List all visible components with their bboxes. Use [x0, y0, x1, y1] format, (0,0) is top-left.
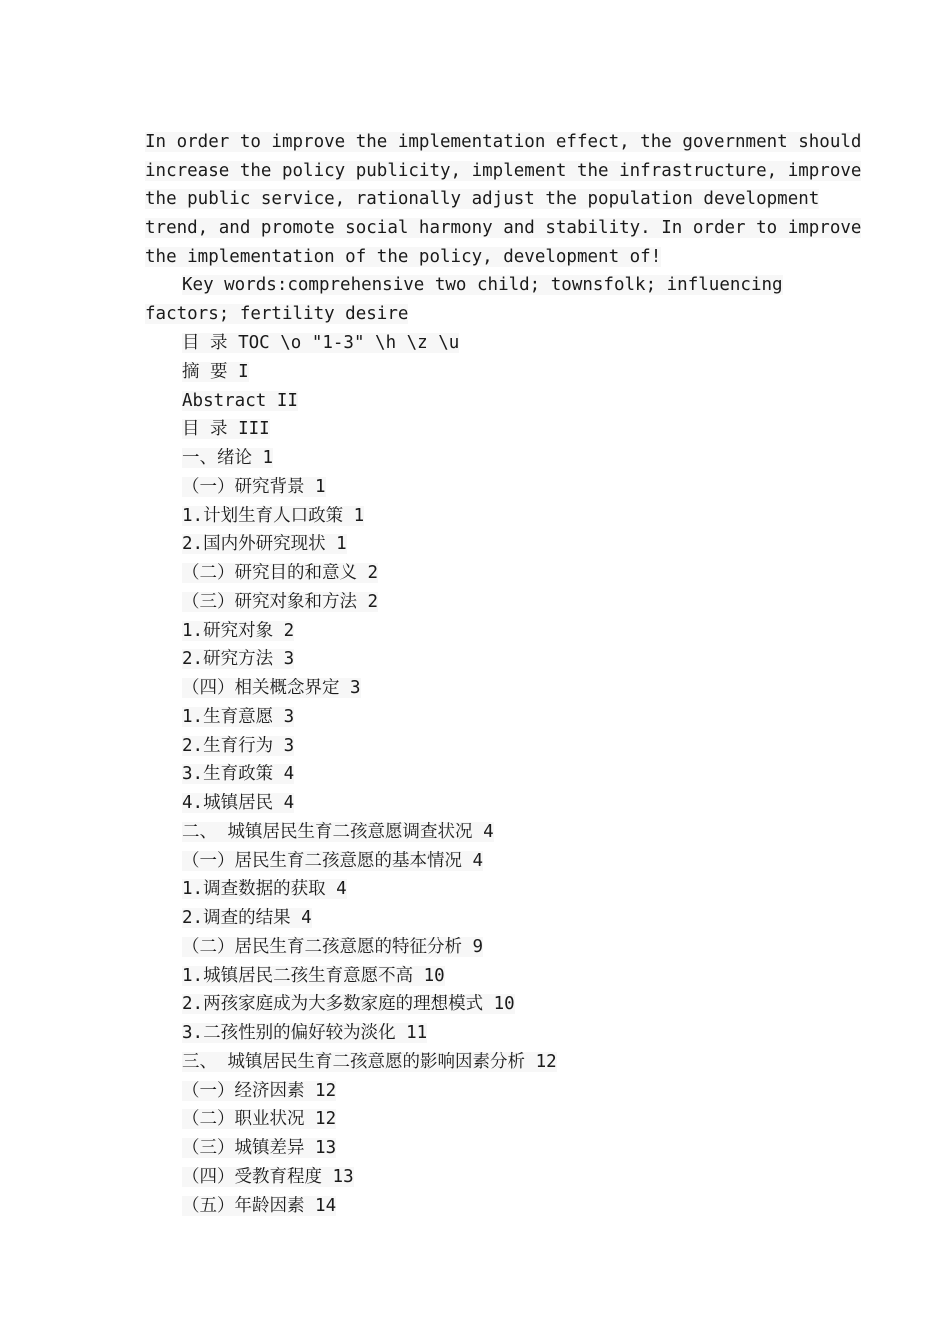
- toc-entry[interactable]: 2.生育行为 3: [182, 735, 295, 756]
- toc-entry[interactable]: 2.两孩家庭成为大多数家庭的理想模式 10: [182, 994, 515, 1015]
- abstract-line: trend, and promote social harmony and stability. In order to improve: [145, 218, 862, 239]
- abstract-line: In order to improve the implementation effect, the government should: [145, 132, 862, 152]
- toc-entry[interactable]: 三、 城镇居民生育二孩意愿的影响因素分析 12: [182, 1051, 557, 1072]
- toc-entry[interactable]: （一）经济因素 12: [182, 1080, 337, 1101]
- toc-entry[interactable]: （二）居民生育二孩意愿的特征分析 9: [182, 936, 484, 957]
- abstract-line: increase the policy publicity, implement the infrastructure, improve: [145, 160, 862, 181]
- toc-entry[interactable]: 目 录 III: [182, 419, 270, 440]
- toc-entry[interactable]: 2.研究方法 3: [182, 649, 295, 670]
- toc-entry[interactable]: 1.调查数据的获取 4: [182, 879, 347, 900]
- toc-entry[interactable]: 1.研究对象 2: [182, 620, 295, 641]
- toc-entry[interactable]: 二、 城镇居民生育二孩意愿调查状况 4: [182, 821, 494, 842]
- toc-entry[interactable]: （二）研究目的和意义 2: [182, 563, 379, 583]
- toc-entry[interactable]: 2.国内外研究现状 1: [182, 534, 347, 555]
- table-of-contents: [182, 329, 557, 1220]
- toc-entry[interactable]: （五）年龄因素 14: [182, 1195, 337, 1216]
- toc-entry[interactable]: Abstract II: [182, 390, 298, 411]
- toc-entry[interactable]: （四）相关概念界定 3: [182, 678, 361, 698]
- toc-entry[interactable]: （一）研究背景 1: [182, 476, 326, 497]
- toc-entry[interactable]: （三）城镇差异 13: [182, 1138, 337, 1158]
- toc-entry[interactable]: 2.调查的结果 4: [182, 908, 312, 928]
- keywords-line: factors; fertility desire: [145, 304, 409, 325]
- abstract-block: [145, 128, 862, 329]
- toc-entry[interactable]: （一）居民生育二孩意愿的基本情况 4: [182, 850, 484, 871]
- toc-entry[interactable]: 4.城镇居民 4: [182, 793, 295, 813]
- toc-entry[interactable]: 摘 要 I: [182, 361, 249, 382]
- toc-entry[interactable]: 1.生育意愿 3: [182, 706, 295, 727]
- toc-entry[interactable]: 1.计划生育人口政策 1: [182, 505, 365, 526]
- abstract-line: the public service, rationally adjust the population development: [145, 189, 820, 210]
- toc-entry[interactable]: 1.城镇居民二孩生育意愿不高 10: [182, 965, 445, 986]
- toc-entry[interactable]: 3.二孩性别的偏好较为淡化 11: [182, 1023, 428, 1043]
- toc-entry[interactable]: （三）研究对象和方法 2: [182, 591, 379, 612]
- toc-field-code: 目 录 TOC \o "1-3" \h \z \u: [182, 333, 460, 353]
- toc-entry[interactable]: 一、绪论 1: [182, 448, 274, 468]
- toc-entry[interactable]: 3.生育政策 4: [182, 764, 295, 785]
- toc-entry[interactable]: （二）职业状况 12: [182, 1109, 337, 1130]
- toc-entry[interactable]: （四）受教育程度 13: [182, 1166, 354, 1187]
- abstract-line: the implementation of the policy, development of!: [145, 246, 662, 267]
- keywords-line: Key words:comprehensive two child; townsfolk; influencing: [182, 275, 783, 296]
